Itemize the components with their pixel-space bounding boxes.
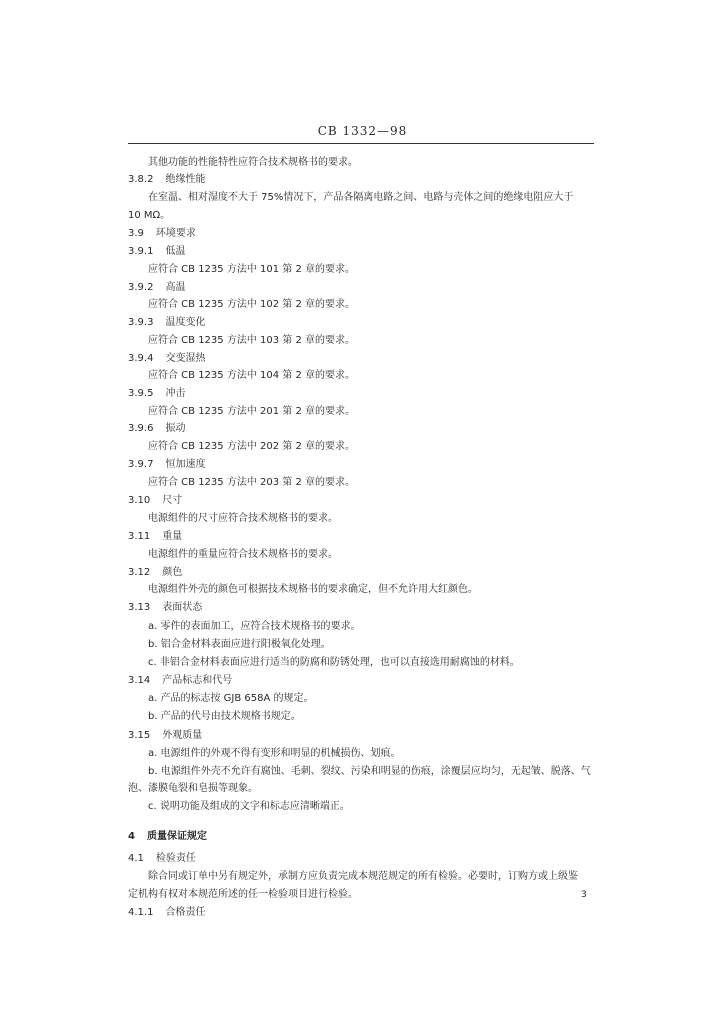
paragraph-line: c. 非铝合金材料表面应进行适当的防腐和防锈处理，也可以直接选用耐腐蚀的材料。 <box>148 657 520 668</box>
paragraph-line: 电源组件外壳的颜色可根据技术规格书的要求确定，但不允许用大红颜色。 <box>148 584 478 595</box>
paragraph-continuation: 10 MΩ。 <box>128 210 171 221</box>
page-number: 3 <box>581 890 587 900</box>
paragraph-line: a. 零件的表面加工，应符合技术规格书的要求。 <box>148 621 361 632</box>
clause-number: 3.9.5 <box>128 388 154 399</box>
clause-heading <box>128 601 202 614</box>
clause-number: 4.1 <box>128 853 144 864</box>
clause-heading <box>128 227 196 240</box>
clause-title: 环境要求 <box>155 228 196 239</box>
clause-heading <box>128 281 185 294</box>
clause-title: 表面状态 <box>162 602 203 613</box>
paragraph-continuation: 泡、漆膜龟裂和皂损等现象。 <box>128 783 258 794</box>
clause-title: 低温 <box>165 246 186 257</box>
paragraph-line: 其他功能的性能特性应符合技术规格书的要求。 <box>148 157 358 168</box>
paragraph-line: 电源组件的尺寸应符合技术规格书的要求。 <box>148 513 338 524</box>
clause-number: 3.9.1 <box>128 246 154 257</box>
paragraph-line: 应符合 CB 1235 方法中 203 第 2 章的要求。 <box>148 477 355 488</box>
clause-number: 3.9.7 <box>128 459 154 470</box>
clause-heading <box>128 566 182 579</box>
clause-number: 3.9.2 <box>128 282 154 293</box>
clause-title: 检验责任 <box>155 853 196 864</box>
clause-title: 外观质量 <box>162 730 203 741</box>
paragraph-line: b. 产品的代号由技术规格书规定。 <box>148 711 301 722</box>
clause-heading <box>128 906 205 919</box>
paragraph-line: c. 说明功能及组成的文字和标志应清晰端正。 <box>148 801 350 812</box>
clause-number: 3.8.2 <box>128 174 154 185</box>
clause-heading <box>128 245 185 258</box>
clause-number: 3.12 <box>128 567 151 578</box>
clause-title: 温度变化 <box>165 317 206 328</box>
clause-title: 高温 <box>165 282 186 293</box>
paragraph-line: 应符合 CB 1235 方法中 202 第 2 章的要求。 <box>148 441 355 452</box>
clause-number: 4.1.1 <box>128 907 154 918</box>
clause-number: 3.11 <box>128 531 151 542</box>
standard-code: CB 1332—98 <box>317 124 408 138</box>
paragraph-line: a. 电源组件的外观不得有变形和明显的机械损伤、划痕。 <box>148 748 401 759</box>
clause-title: 重量 <box>162 531 183 542</box>
clause-heading <box>128 494 182 507</box>
paragraph-line: a. 产品的标志按 GJB 658A 的规定。 <box>148 693 314 704</box>
clause-heading <box>128 852 196 865</box>
clause-title: 冲击 <box>165 388 186 399</box>
paragraph-line: 应符合 CB 1235 方法中 101 第 2 章的要求。 <box>148 264 355 275</box>
paragraph-line: 应符合 CB 1235 方法中 104 第 2 章的要求。 <box>148 370 355 381</box>
clause-title: 恒加速度 <box>165 459 206 470</box>
clause-title: 颜色 <box>162 567 183 578</box>
paragraph-line: 应符合 CB 1235 方法中 201 第 2 章的要求。 <box>148 406 355 417</box>
paragraph-line: 除合同或订单中另有规定外，承制方应负责完成本规范规定的所有检验。必要时，订购方或上级鉴 <box>148 871 578 882</box>
clause-heading <box>128 674 232 687</box>
clause-heading <box>128 173 205 186</box>
paragraph-line: 应符合 CB 1235 方法中 102 第 2 章的要求。 <box>148 299 355 310</box>
paragraph-line: 电源组件的重量应符合技术规格书的要求。 <box>148 549 338 560</box>
clause-title: 绝缘性能 <box>165 174 206 185</box>
clause-heading <box>128 530 182 543</box>
clause-heading <box>128 352 205 365</box>
clause-number: 3.9 <box>128 228 144 239</box>
clause-heading <box>128 387 185 400</box>
clause-title: 交变湿热 <box>165 353 206 364</box>
clause-title: 产品标志和代号 <box>162 675 233 686</box>
clause-title: 合格责任 <box>165 907 206 918</box>
clause-number: 3.14 <box>128 675 151 686</box>
clause-heading <box>128 316 205 329</box>
clause-number: 3.10 <box>128 495 151 506</box>
clause-number: 3.15 <box>128 730 151 741</box>
clause-title: 振动 <box>165 423 186 434</box>
clause-number: 3.9.3 <box>128 317 154 328</box>
clause-title: 尺寸 <box>162 495 183 506</box>
header-rule <box>128 143 594 144</box>
clause-number: 3.9.4 <box>128 353 154 364</box>
paragraph-line: 应符合 CB 1235 方法中 103 第 2 章的要求。 <box>148 335 355 346</box>
section-heading <box>128 830 207 843</box>
clause-heading <box>128 729 202 742</box>
clause-number: 4 <box>128 831 135 842</box>
clause-number: 3.13 <box>128 602 151 613</box>
clause-heading <box>128 422 185 435</box>
clause-heading <box>128 458 205 471</box>
paragraph-line: b. 电源组件外壳不允许有腐蚀、毛刺、裂纹、污染和明显的伤痕，涂覆层应均匀，无起皱、脱落、气 <box>148 766 591 777</box>
paragraph-line: b. 铝合金材料表面应进行阳极氧化处理。 <box>148 639 331 650</box>
clause-number: 3.9.6 <box>128 423 154 434</box>
paragraph-line: 在室温、相对湿度不大于 75%情况下，产品各隔离电路之间、电路与壳体之间的绝缘电阻应大于 <box>148 192 574 203</box>
paragraph-continuation: 定机构有权对本规范所述的任一检验项目进行检验。 <box>128 889 358 900</box>
clause-title: 质量保证规定 <box>146 831 207 842</box>
